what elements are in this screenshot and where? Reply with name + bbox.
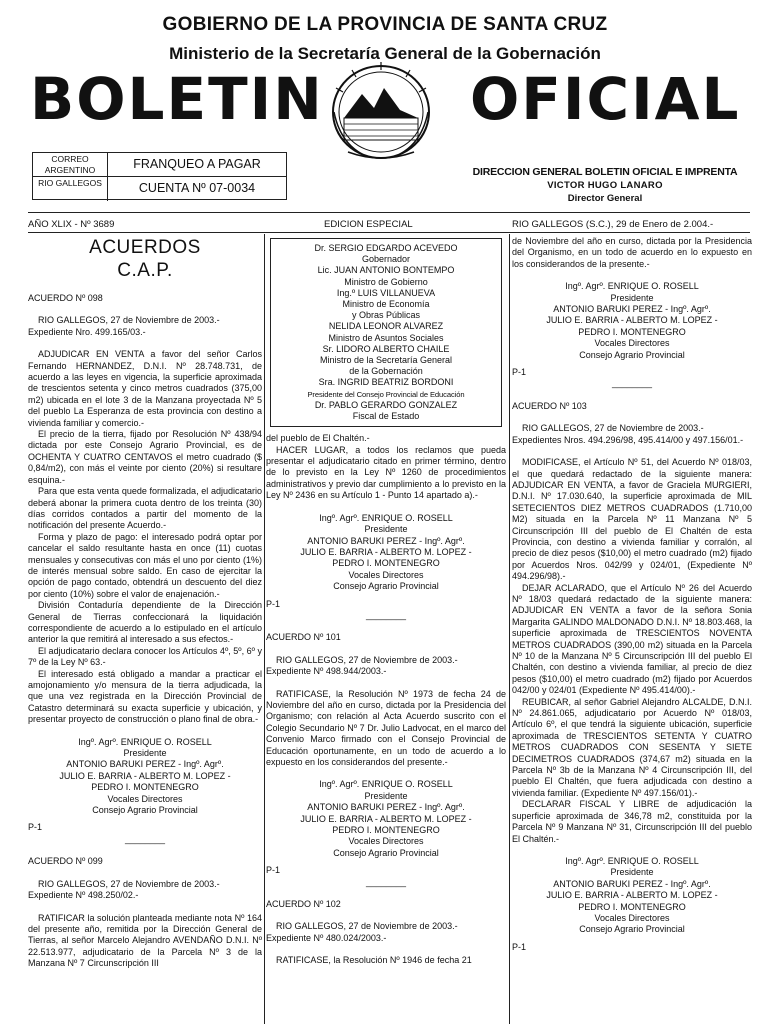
signature-line: Vocales Directores [348,569,424,580]
authority-line: Ministro de Economía [342,299,430,310]
signature-line: Presidente [610,867,654,878]
signature-line: JULIO E. BARRIA - ALBERTO M. LOPEZ - [300,546,472,557]
signature-line: Ingº. Agrº. ENRIQUE O. ROSELL [319,512,453,523]
signature-line: Presidente [364,790,408,801]
signature-line: Presidente [610,292,654,303]
authority-line: Sr. LIDORO ALBERTO CHAILE [322,343,450,354]
authority-line: Ministro de Gobierno [344,276,428,287]
acuerdo-date: RIO GALLEGOS, 27 de Noviembre de 2003.- [38,315,220,326]
director-role: Director General [567,193,643,204]
signature-line: PEDRO I. MONTENEGRO [91,782,199,793]
separator: ________ [611,378,653,389]
column-2 [266,236,506,1024]
correo-label: CORREO ARGENTINO [33,153,108,177]
paragraph: Forma y plazo de pago: el interesado podrá optar por cancelar el saldo resultante hasta en once (11) cuotas mensuales y consecutivas con más el uno por ciento (1%) de interés mensual sobre saldo. En caso de ejercitar la opción de pago contado, obtendrá un descuento del diez por ciento (10%) sobre el valor de enajenación.- [28,531,262,599]
authority-line: Sra. INGRID BEATRIZ BORDONI [318,377,454,388]
paragraph: División Contaduría dependiente de la Dirección General de Tierras confeccionará la liquidación correspondiente de acuerdo a lo estipulado en el artículo anterior la que remitirá al interesado a sus efectos.- [28,600,262,645]
paragraph: RATIFICASE, la Resolución Nº 1973 de fecha 24 de Noviembre del año en curso, dictada por la Presidencia del Organismo; con relación al Acta Acuerdo suscrito con el Colegio Secundario Nº 7 Dr. Julio Ladvocat, en el marco del Convenio Marco firmado con el Consejo Provincial de Educación oportunamente, en un todo de acuerdo a lo expuesto en los considerandos del presente.- [266,688,506,767]
authorities-box [270,238,502,427]
acuerdo-expediente: Expediente Nº 480.024/2003.- [266,932,387,943]
signature-line: PEDRO I. MONTENEGRO [332,558,440,569]
signature-line: Presidente [364,524,408,535]
authority-line: Lic. JUAN ANTONIO BONTEMPO [317,265,455,276]
masthead-right: OFICIAL [470,65,741,133]
signature-line: Consejo Agrario Provincial [579,924,685,935]
provincial-seal-icon [322,58,440,166]
edition-label: EDICION ESPECIAL [324,219,413,230]
gov-header: GOBIERNO DE LA PROVINCIA DE SANTA CRUZ [162,14,608,35]
paragraph: RATIFICAR la solución planteada mediante nota Nº 164 del presente año, remitida por la Dirección General de Tierras, al señor Marcelo Alejandro AVENDAÑO D.N.I. Nº 22.513.977, adjudicatario de la Parcela Nº 3 de la Manzana Nº 7 Circunscripción III [28,912,262,969]
signature-line: Ingº. Agrº. ENRIQUE O. ROSELL [565,281,699,292]
signature-line: Ingº. Agrº. ENRIQUE O. ROSELL [78,736,212,747]
director-name: VICTOR HUGO LANARO [547,180,663,191]
acuerdo-heading: ACUERDO Nº 099 [28,856,103,867]
column-3 [512,236,752,1024]
authority-line: de la Gobernación [349,366,423,377]
issue-date: RIO GALLEGOS (S.C.), 29 de Enero de 2.004.- [512,219,714,230]
acuerdo-heading: ACUERDO Nº 102 [266,899,341,910]
separator: ________ [124,833,166,844]
authority-line: Dr. PABLO GERARDO GONZALEZ [314,399,458,410]
acuerdo-date: RIO GALLEGOS, 27 de Noviembre de 2003.- [522,423,704,434]
section-title: ACUERDOS [89,237,201,258]
paragraph: ADJUDICAR EN VENTA a favor del señor Carlos Fernando HERNANDEZ, D.N.I. Nº 28.748.731, de acuerdo a las leyes en vigencia, la superficie aproximada de trescientos setenta y cinco metros cuadrados (375,00 m2) ubicada en el lote 3 de la Manzana proyectada Nº 5 del pueblo La Esperanza de esta provincia con destino a vivienda familiar y comercio.- [28,349,262,428]
page-tag: P-1 [266,865,281,876]
postal-box [32,152,287,200]
signature-line: Ingº. Agrº. ENRIQUE O. ROSELL [319,779,453,790]
signature-line: JULIO E. BARRIA - ALBERTO M. LOPEZ - [59,770,231,781]
acuerdo-expediente: Expedientes Nros. 494.296/98, 495.414/00 y 497.156/01.- [512,434,744,445]
section-subtitle: C.A.P. [117,260,173,281]
signature-line: Vocales Directores [594,338,670,349]
column-divider-2 [509,234,510,1024]
signature-line: Consejo Agrario Provincial [333,581,439,592]
issue-number: AÑO XLIX - Nº 3689 [28,219,115,230]
page-tag: P-1 [512,941,527,952]
signature-line: ANTONIO BARUKI PEREZ - Ingº. Agrº. [307,535,465,546]
signature-line: ANTONIO BARUKI PEREZ - Ingº. Agrº. [553,304,711,315]
info-rule [28,232,750,233]
signature-line: Consejo Agrario Provincial [579,349,685,360]
acuerdo-date: RIO GALLEGOS, 27 de Noviembre de 2003.- [276,654,458,665]
direction-title: DIRECCION GENERAL BOLETIN OFICIAL E IMPRENTA [472,166,738,178]
paragraph: DEJAR ACLARADO, que el Artículo Nº 26 del Acuerdo Nº 18/03 quedará redactado de la siguiente manera: ADJUDICAR EN VENTA a favor de la señora Sonia Margarita GALINDO MALDONADO D.N.I. Nº 18.803.468, la superficie aproximada de TRESCIENTOS NOVENTA METROS CUADRADOS (390,00 m2) situada en la Parcela Nº 10 de la Manzana Nº 5 Circunscripción III del pueblo El Chaltén, con destino a vivienda familiar, al precio de diez pesos ($10,00) el metro cuadrado (m2) fijado por Acuerdos 042/00 y 024/01 (Expediente Nº 495.414/00).- [512,582,752,696]
paragraph: REUBICAR, al señor Gabriel Alejandro ALCALDE, D.N.I. Nº 24.861.065, adjudicatario por Acuerdo Nº 018/03, Artículo 6º, el que tendrá la siguiente ubicación, superficie aproximada de TRESCIENTOS SETENTA Y CUATRO METROS CUADRADOS CON SESENTA Y SIETE DECIMETROS CUADRADOS (374,67 m2) situada en la Parcela Nº 3b de la Manzana Nº 4 Circunscripción III, del pueblo El Chaltén, que fuera adjudicada con destino a vivienda familiar. (Expediente Nº 497.156/01).- [512,696,752,798]
signature-line: ANTONIO BARUKI PEREZ - Ingº. Agrº. [307,802,465,813]
signature-line: Consejo Agrario Provincial [92,805,198,816]
authority-line: Ministro de Asuntos Sociales [328,332,444,343]
signature-line: Vocales Directores [348,836,424,847]
signature-line: Consejo Agrario Provincial [333,847,439,858]
signature-line: JULIO E. BARRIA - ALBERTO M. LOPEZ - [300,813,472,824]
signature-line: ANTONIO BARUKI PEREZ - Ingº. Agrº. [66,759,224,770]
paragraph: de Noviembre del año en curso, dictada por la Presidencia del Organismo, en un todo de acuerdo en lo expuesto en los considerandos de la presente.- [512,236,752,269]
authority-line: Fiscal de Estado [352,411,420,422]
acuerdo-heading: ACUERDO Nº 101 [266,632,341,643]
paragraph: Para que esta venta quede formalizada, el adjudicatario deberá abonar la primera cuota dentro de los treinta (30) días corridos contados a partir del momento de la notificación del presente Acuerdo.- [28,486,262,531]
signature-line: JULIO E. BARRIA - ALBERTO M. LOPEZ - [546,890,718,901]
authority-line: Gobernador [361,254,411,265]
acuerdo-expediente: Expediente Nro. 499.165/03.- [28,326,146,337]
page-tag: P-1 [28,822,43,833]
masthead-left: BOLETIN [30,65,324,133]
paragraph: El precio de la tierra, fijado por Resolución Nº 438/94 dictada por este Consejo Agrario Provincial, es de OCHENTA Y CUATRO CENTAVOS el metro cuadrado ($ 0,84/m2), con más el veinte por ciento (20%) si resultare esquina.- [28,429,262,485]
column-divider-1 [264,234,265,1024]
paragraph: DECLARAR FISCAL Y LIBRE de adjudicación la superficie aproximada de 346,78 m2, constituida por la Parcela Nº 9 Manzana Nº 31, Circunscripción III del pueblo El Chaltén.- [512,799,752,844]
page-tag: P-1 [512,367,527,378]
rio-gallegos-label: RIO GALLEGOS [33,177,108,201]
acuerdo-expediente: Expediente Nº 498.250/02.- [28,890,139,901]
authority-line: Ing.º LUIS VILLANUEVA [336,287,436,298]
top-rule [28,212,750,213]
acuerdo-date: RIO GALLEGOS, 27 de Noviembre de 2003.- [276,921,458,932]
signature-line: PEDRO I. MONTENEGRO [332,825,440,836]
authority-line: NELIDA LEONOR ALVAREZ [328,321,444,332]
acuerdo-heading: ACUERDO Nº 098 [28,293,103,303]
signature-line: Vocales Directores [107,793,183,804]
paragraph: HACER LUGAR, a todos los reclamos que pueda presentar el adjudicatario citado en primer término, dentro de lo previsto en la Ley Nº 1260 de procedimientos administrativos y previo dar cumplimiento a lo previsto en la Ley Nº 2436 en su Artículo 1 - Punto 14 apartado a).- [266,444,506,501]
paragraph: El interesado está obligado a mandar a practicar el amojonamiento y/o mensura de la tierra adjudicada, la que una vez registrada en la Dirección Provincial de Catastro determinará su exacta superficie y ubicación, y presentar proyecto de construcción o plano final de obra.- [28,668,262,725]
separator: ________ [365,876,407,887]
signature-line: Vocales Directores [594,912,670,923]
page-tag: P-1 [266,598,281,609]
acuerdo-heading: ACUERDO Nº 103 [512,400,587,411]
acuerdo-date: RIO GALLEGOS, 27 de Noviembre de 2003.- [38,878,220,889]
separator: ________ [365,609,407,620]
authority-line: Dr. SERGIO EDGARDO ACEVEDO [314,243,458,253]
acuerdo-expediente: Expediente Nº 498.944/2003.- [266,666,387,677]
paragraph: MODIFICASE, el Artículo Nº 51, del Acuerdo Nº 018/03, el que quedará redactado de la siguiente manera: ADJUDICAR EN VENTA, a favor de Graciela MURGIERI, D.N.I. Nº 17.030.640, la superficie aproximada de MIL SETECIENTOS DIEZ METROS CUADRADOS (1.710,00 M2) situada en la Parcela Nº 11 Manzana Nº 5 Circunscripción III del pueblo de El Chaltén de esta Provincia, con destino a vivienda familiar y corralón, al precio de diez pesos ($10,00) el metro cuadrado (m2) fijado por Acuerdos Nros. 042/99 y 024/01, (Expediente Nº 494.296/98).- [512,457,752,582]
franqueo-label: FRANQUEO A PAGAR [108,153,286,177]
paragraph: RATIFICASE, la Resolución Nº 1946 de fecha 21 [276,955,472,966]
cuenta-label: CUENTA Nº 07-0034 [138,181,256,195]
authority-line: Ministro de la Secretaría General [319,355,453,366]
paragraph: El adjudicatario declara conocer los Artículos 4º, 5º, 6º y 7º de la Ley Nº 63.- [28,645,262,668]
signature-line: JULIO E. BARRIA - ALBERTO M. LOPEZ - [546,315,718,326]
authority-line: Presidente del Consejo Provincial de Educación [307,389,465,399]
signature-line: PEDRO I. MONTENEGRO [578,901,686,912]
signature-line: Ingº. Agrº. ENRIQUE O. ROSELL [565,855,699,866]
paragraph: del pueblo de El Chaltén.- [266,433,370,444]
signature-line: Presidente [123,748,167,759]
signature-line: PEDRO I. MONTENEGRO [578,326,686,337]
authority-line: y Obras Públicas [351,310,421,321]
signature-line: ANTONIO BARUKI PEREZ - Ingº. Agrº. [553,878,711,889]
ministry-header: Ministerio de la Secretaría General de la Gobernación [169,44,601,63]
column-1 [28,236,262,1024]
